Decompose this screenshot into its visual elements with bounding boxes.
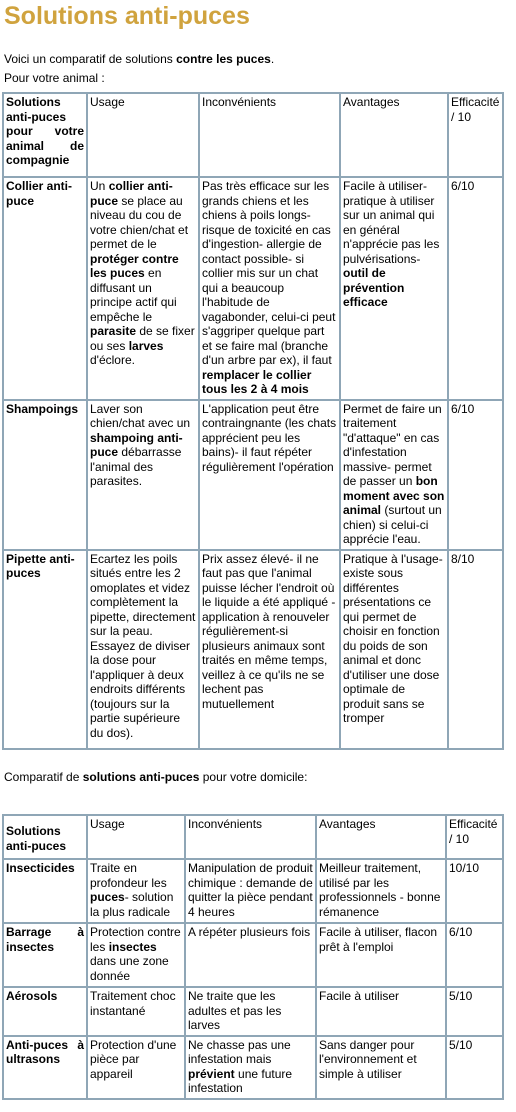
text-run: débarrasse l'animal des parasites.: [90, 445, 182, 488]
bold-text-run: insectes: [108, 939, 157, 954]
text-run: de se fixer ou ses: [90, 324, 195, 353]
header-cell: Avantages: [340, 93, 448, 177]
row-label: Barrage à insectes: [3, 923, 87, 987]
text-run: Ecartez les poils situés entre les 2 omoplates et videz complètement la pipette, directement sur la peau. Essayez de diviser la dose pour l'appliquer à deux endroits différents (toujours sur la partie supérieure du dos).: [90, 551, 196, 740]
usage-cell: [87, 859, 185, 923]
table-row: [3, 1036, 503, 1099]
avantages-cell: [340, 177, 448, 400]
efficacite-cell: 8/10: [448, 550, 503, 749]
row-label: Insecticides: [3, 859, 87, 923]
text-run: une future infestation: [188, 1066, 293, 1095]
home-solutions-table: [2, 814, 504, 1100]
efficacite-cell: 5/10: [446, 987, 503, 1036]
text-run: (surtout un chien) si celui-ci apprécie l'eau.: [343, 503, 442, 546]
usage-cell: [87, 177, 199, 400]
bold-text-run: remplacer le collier tous les 2 à 4 mois: [202, 367, 312, 396]
text-run: Facile à utiliser- pratique à utiliser sur un animal qui en général n'apprécie pas les pulvérisations-: [343, 179, 440, 266]
bold-text-run: puces: [90, 890, 125, 904]
avantages-cell: [316, 923, 446, 987]
text-run: - solution la plus radicale: [90, 890, 174, 919]
avantages-cell: [340, 550, 448, 749]
bold-text-run: shampoing anti-puce: [90, 430, 183, 459]
text-run: Manipulation de produit chimique : demande de quitter la pièce pendant 4 heures: [188, 861, 313, 919]
header-cell: Usage: [87, 93, 199, 177]
avantages-cell: [316, 859, 446, 923]
avantages-cell: [316, 1036, 446, 1099]
text-run: Ne traite que les adultes et pas les larves: [188, 989, 282, 1032]
text-run: L'application peut être contraingnante (les chats apprécient peu les bains)- il faut répéter régulièrement l'opération: [202, 401, 337, 474]
efficacite-cell: 6/10: [448, 400, 503, 550]
table-row: [3, 923, 503, 987]
header-cell: Efficacité / 10: [446, 815, 503, 859]
table-row: [3, 550, 503, 749]
table-row: [3, 859, 503, 923]
inconvenients-cell: [185, 923, 316, 987]
intro-line: [4, 52, 274, 66]
text-run: Traitement choc instantané: [90, 989, 176, 1018]
usage-cell: [87, 400, 199, 550]
header-cell: Avantages: [316, 815, 446, 859]
row-label: Collier anti-puce: [3, 177, 87, 400]
usage-cell: [87, 1036, 185, 1099]
header-cell: Inconvénients: [185, 815, 316, 859]
header-cell: Efficacité / 10: [448, 93, 503, 177]
header-cell: Solutions anti-puces pour votre animal de compagnie: [3, 93, 87, 177]
row-label: Aérosols: [3, 987, 87, 1036]
text-run: se place au niveau du cou de votre chien/chat et permet de le: [90, 193, 189, 251]
text-run: dans une zone donnée: [90, 954, 169, 983]
text-run: Pas très efficace sur les grands chiens et les chiens à poils longs- risque de toxicité en cas d'ingestion- allergie de contact possible- si collier mis sur un chat qui a beaucoup l'habitude de vagabonder, celui-ci peut s'aggriper quelque part et se faire mal (branche d'un arbre par ex), il faut: [202, 179, 336, 367]
row-label: Anti-puces à ultrasons: [3, 1036, 87, 1099]
inconvenients-cell: [199, 177, 340, 400]
usage-cell: [87, 550, 199, 749]
efficacite-cell: 6/10: [446, 923, 503, 987]
page-title: Solutions anti-puces: [4, 2, 250, 30]
usage-cell: [87, 987, 185, 1036]
bold-text-run: collier anti-puce: [90, 179, 173, 208]
intro-text-end: .: [270, 52, 275, 66]
inconvenients-cell: [185, 1036, 316, 1099]
inconvenients-cell: [199, 550, 340, 749]
header-cell: Usage: [87, 815, 185, 859]
text-run: Permet de faire un traitement "d'attaque" en cas d'infestation massive- permet de passer un: [343, 401, 442, 488]
text-run: Traite en profondeur les: [90, 861, 167, 890]
inconvenients-cell: [185, 859, 316, 923]
text-run: Facile à utiliser: [319, 989, 400, 1003]
inconvenients-cell: [185, 987, 316, 1036]
text-run: Prix assez élevé- il ne faut pas que l'animal puisse lécher l'endroit où le liquide a été appliqué - application à renouveler régulièrement-si plusieurs animaux sont traités en même temps, veillez à ce qu'ils ne se lechent pas mutuellement: [202, 551, 336, 711]
table-row: [3, 987, 503, 1036]
text-run: A répéter plusieurs fois: [188, 925, 311, 939]
bold-text-run: bon moment avec son animal: [343, 474, 445, 517]
text-run: Sans danger pour l'environnement et simple à utiliser: [319, 1037, 417, 1081]
text-run: Protection d'une pièce par appareil: [90, 1037, 177, 1081]
efficacite-cell: 5/10: [446, 1036, 503, 1099]
header-cell: Inconvénients: [199, 93, 340, 177]
efficacite-cell: 6/10: [448, 177, 503, 400]
inconvenients-cell: [199, 400, 340, 550]
avantages-cell: [316, 987, 446, 1036]
home-intro-bold-text: solutions anti-puces: [82, 770, 200, 784]
text-run: Pratique à l'usage- existe sous différentes présentations ce qui permet de choisir en fonction du poids de son animal et donc d'utiliser une dose optimale de produit sans se tromper: [343, 551, 443, 725]
text-run: Laver son chien/chat avec un: [90, 401, 191, 430]
text-run: Protection contre les: [90, 925, 181, 954]
intro-text: Voici un comparatif de solutions: [4, 52, 177, 66]
header-cell: Solutions anti-puces: [3, 815, 87, 859]
bold-text-run: outil de prévention efficace: [343, 266, 405, 309]
text-run: Meilleur traitement, utilisé par les professionnels - bonne rémanence: [319, 861, 441, 919]
text-run: Facile à utiliser, flacon prêt à l'emploi: [319, 925, 438, 954]
home-intro-text-end: pour votre domicile:: [199, 770, 308, 784]
table-header-row: [3, 93, 503, 177]
bold-text-run: parasite: [90, 324, 137, 338]
bold-text-run: larves: [128, 338, 164, 353]
table-header-row: [3, 815, 503, 859]
home-intro: [4, 770, 307, 784]
table-row: [3, 400, 503, 550]
efficacite-cell: 10/10: [446, 859, 503, 923]
text-run: d'éclore.: [90, 353, 135, 367]
bold-text-run: protéger contre les puces: [90, 251, 179, 280]
usage-cell: [87, 923, 185, 987]
avantages-cell: [340, 400, 448, 550]
pet-subtitle: Pour votre animal :: [4, 71, 105, 85]
text-run: en diffusant un principe actif qui empêche le: [90, 266, 177, 324]
row-label: Pipette anti-puces: [3, 550, 87, 749]
text-run: Ne chasse pas une infestation mais: [188, 1037, 291, 1066]
row-label: Shampoings: [3, 400, 87, 550]
text-run: Un: [90, 179, 109, 193]
intro-bold-text: contre les puces: [176, 52, 271, 66]
pet-solutions-table: [2, 92, 504, 750]
home-intro-text: Comparatif de: [4, 770, 83, 784]
bold-text-run: prévient: [188, 1066, 235, 1081]
table-row: [3, 177, 503, 400]
